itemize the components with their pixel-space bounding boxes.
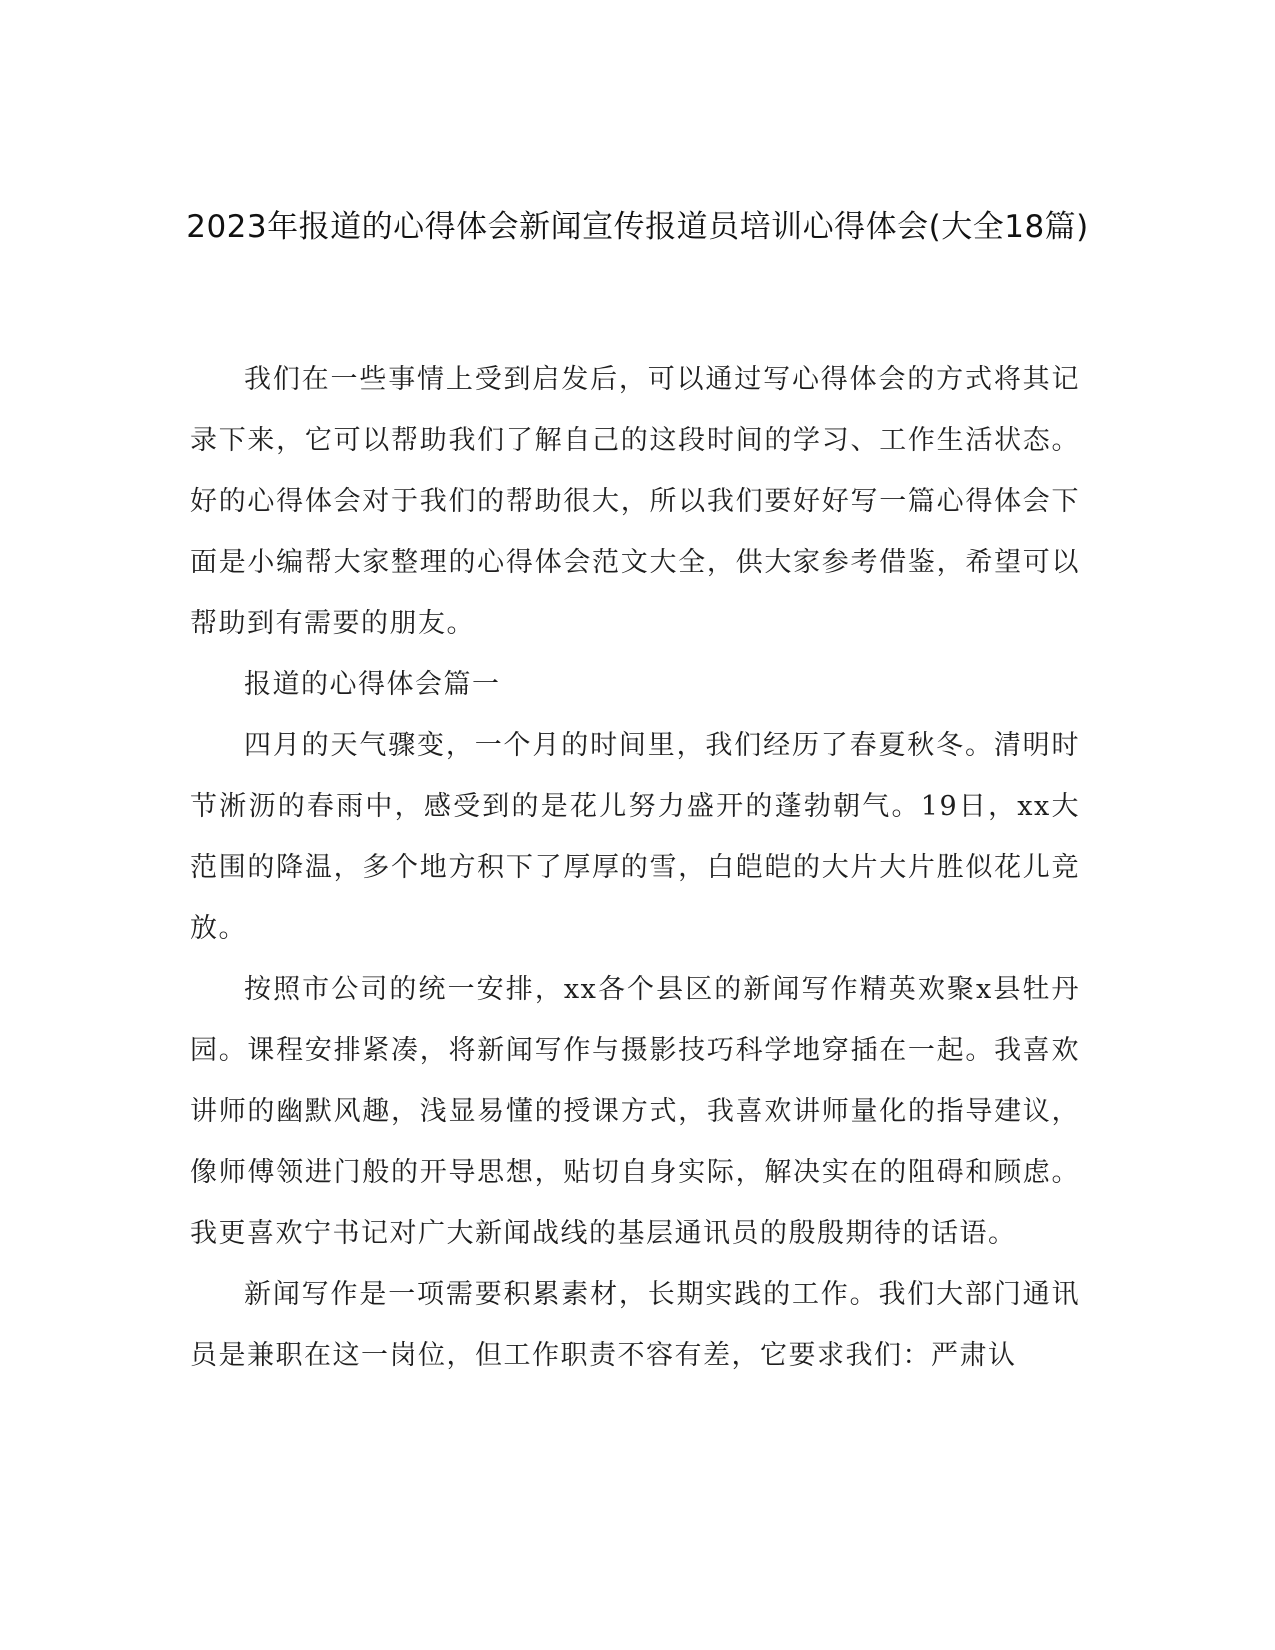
paragraph-training: 按照市公司的统一安排，xx各个县区的新闻写作精英欢聚x县牡丹园。课程安排紧凑，将新闻写作与摄影技巧科学地穿插在一起。我喜欢讲师的幽默风趣，浅显易懂的授课方式，我喜欢讲师量化的指导建议，像师傅领进门般的开导思想，贴切自身实际，解决实在的阻碍和顾虑。我更喜欢宁书记对广大新闻战线的基层通讯员的殷殷期待的话语。 (190, 974, 1080, 1249)
section-heading-1: 报道的心得体会篇一 (244, 669, 501, 700)
paragraph-intro: 我们在一些事情上受到启发后，可以通过写心得体会的方式将其记录下来，它可以帮助我们了解自己的这段时间的学习、工作生活状态。好的心得体会对于我们的帮助很大，所以我们要好好写一篇心得体会下面是小编帮大家整理的心得体会范文大全，供大家参考借鉴，希望可以帮助到有需要的朋友。 (190, 364, 1080, 639)
paragraph-weather: 四月的天气骤变，一个月的时间里，我们经历了春夏秋冬。清明时节淅沥的春雨中，感受到的是花儿努力盛开的蓬勃朝气。19日，xx大范围的降温，多个地方积下了厚厚的雪，白皑皑的大片大片胜似花儿竞放。 (190, 730, 1080, 944)
document-title: 2023年报道的心得体会新闻宣传报道员培训心得体会(大全18篇) (186, 209, 1089, 245)
paragraph-news-writing: 新闻写作是一项需要积累素材，长期实践的工作。我们大部门通讯员是兼职在这一岗位，但工作职责不容有差，它要求我们：严肃认 (190, 1279, 1080, 1371)
document-body (190, 349, 1080, 1386)
